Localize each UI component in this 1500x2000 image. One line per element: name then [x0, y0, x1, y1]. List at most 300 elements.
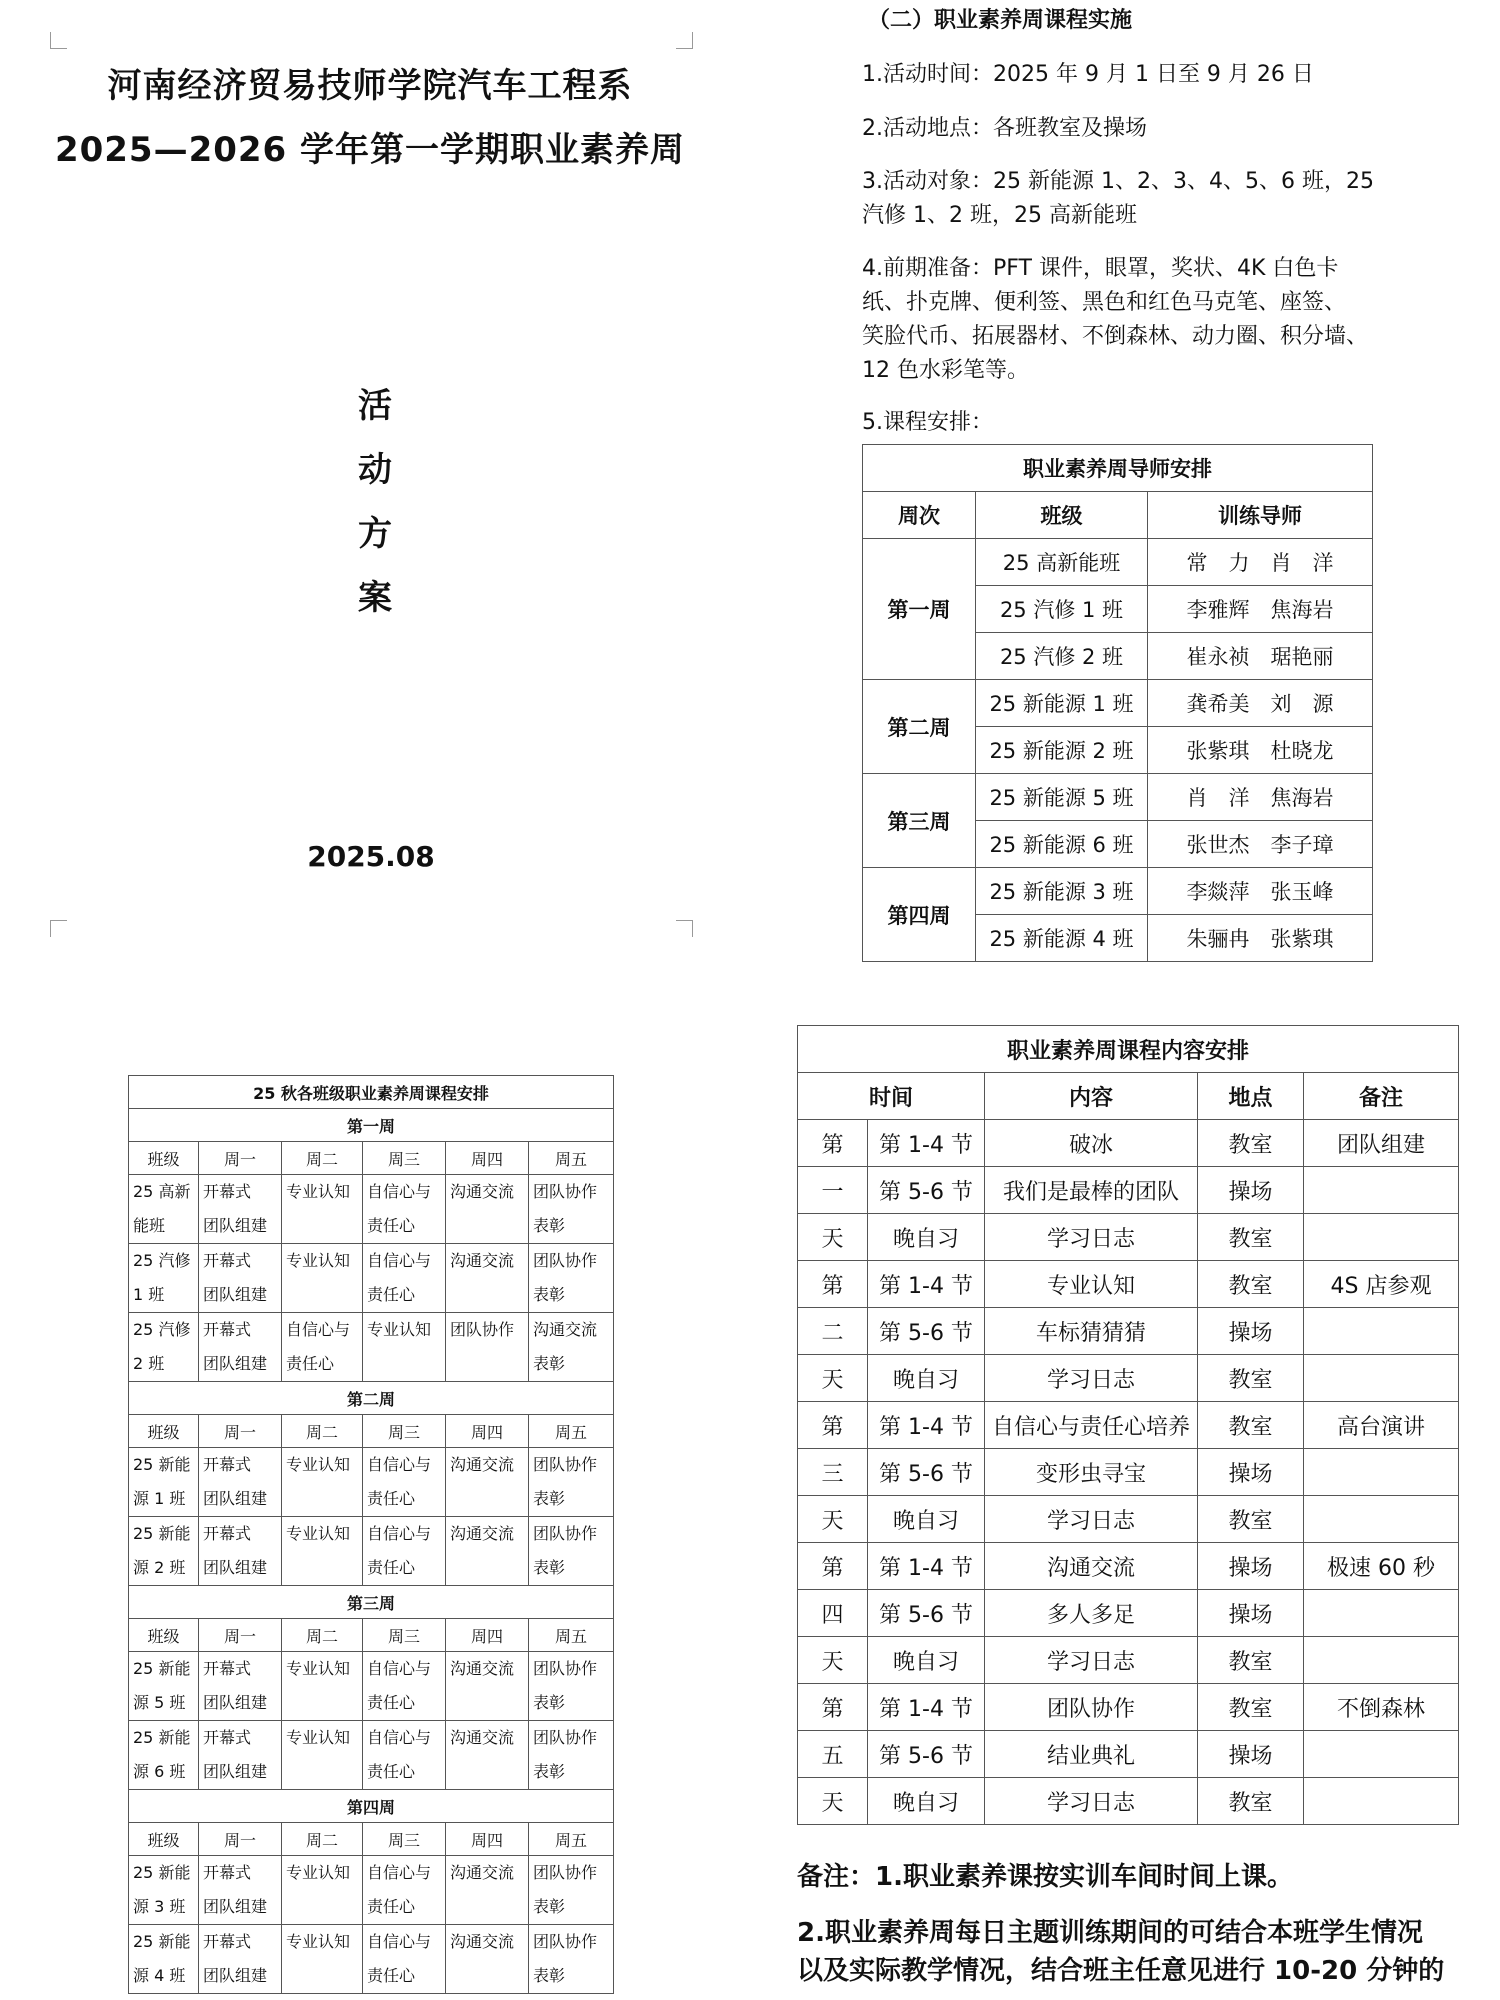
schedule-cell-line: 表彰 [533, 1762, 566, 1781]
schedule-cell-line: 表彰 [533, 1285, 566, 1304]
schedule-cell-line: 沟通交流 [450, 1659, 515, 1678]
schedule-cell-line [450, 1890, 528, 1924]
schedule-cell-line: 开幕式 [203, 1932, 252, 1951]
week-label: 第二周 [129, 1382, 614, 1415]
schedule-cell-line: 团队协作 [533, 1182, 598, 1201]
schedule-header-cell: 周二 [282, 1823, 363, 1856]
schedule-cell-line: 专业认知 [286, 1659, 351, 1678]
schedule-cell-line: 专业认知 [286, 1455, 351, 1474]
section-heading: （二）职业素养周课程实施 [868, 8, 1133, 33]
schedule-cell-line: 沟通交流 [450, 1524, 515, 1543]
schedule-cell [282, 1925, 363, 1994]
class-cell: 25 新能源 6 班 [976, 821, 1148, 868]
schedule-cell-line [450, 1278, 528, 1312]
schedule-cell-line: 专业认知 [286, 1932, 351, 1951]
location-cell: 操场 [1198, 1590, 1304, 1637]
location-cell: 操场 [1198, 1543, 1304, 1590]
schedule-cell-line [450, 1551, 528, 1585]
content-header-content: 内容 [985, 1073, 1198, 1120]
remark-cell: 高台演讲 [1304, 1402, 1459, 1449]
schedule-cell [282, 1244, 363, 1313]
table-row [129, 1313, 614, 1382]
location-cell: 教室 [1198, 1355, 1304, 1402]
table-row [798, 1590, 1459, 1637]
schedule-cell-line: 团队协作 [533, 1524, 598, 1543]
week-label: 第四周 [863, 868, 976, 962]
cover-title-line1: 河南经济贸易技师学院汽车工程系 [107, 66, 633, 106]
schedule-cell [129, 1721, 199, 1790]
schedule-cell-line [286, 1755, 362, 1789]
schedule-header-cell: 班级 [129, 1415, 199, 1448]
schedule-header-cell: 周三 [363, 1415, 446, 1448]
schedule-cell [129, 1517, 199, 1586]
remark-cell [1304, 1731, 1459, 1778]
schedule-heading: 5.课程安排： [862, 410, 993, 435]
schedule-cell-line: 自信心与 [367, 1728, 432, 1747]
remark-cell: 4S 店参观 [1304, 1261, 1459, 1308]
schedule-cell-line: 专业认知 [286, 1251, 351, 1270]
week-label: 第二周 [863, 680, 976, 774]
schedule-header-cell: 周二 [282, 1142, 363, 1175]
schedule-table-caption: 25 秋各班级职业素养周课程安排 [129, 1076, 614, 1109]
remark-cell: 团队组建 [1304, 1120, 1459, 1167]
table-row [798, 1120, 1459, 1167]
schedule-cell [446, 1448, 529, 1517]
mentor-header-class: 班级 [976, 492, 1148, 539]
schedule-cell [529, 1244, 614, 1313]
schedule-cell-line: 25 新能 [133, 1863, 191, 1882]
crop-mark [676, 32, 693, 49]
schedule-cell-line [450, 1347, 528, 1381]
day-char: 第 [798, 1402, 868, 1449]
schedule-cell [363, 1175, 446, 1244]
schedule-cell-line: 自信心与 [367, 1182, 432, 1201]
schedule-cell-line: 沟通交流 [533, 1320, 598, 1339]
schedule-cell-line [286, 1482, 362, 1516]
content-cell: 团队协作 [985, 1684, 1198, 1731]
schedule-cell-line: 团队协作 [533, 1728, 598, 1747]
preparation-line3: 笑脸代币、拓展器材、不倒森林、动力圈、积分墙、 [862, 324, 1369, 349]
class-cell: 25 新能源 5 班 [976, 774, 1148, 821]
schedule-cell-line: 自信心与 [367, 1524, 432, 1543]
schedule-cell-line [450, 1686, 528, 1720]
mentor-cell: 崔永祯 琚艳丽 [1148, 633, 1373, 680]
table-row [798, 1731, 1459, 1778]
schedule-cell-line: 25 高新 [133, 1182, 191, 1201]
table-row [129, 1721, 614, 1790]
schedule-cell [529, 1925, 614, 1994]
schedule-cell-line: 25 新能 [133, 1728, 191, 1747]
schedule-cell-line: 源 2 班 [133, 1558, 186, 1577]
schedule-cell-line: 责任心 [367, 1762, 416, 1781]
table-row [863, 868, 1373, 915]
content-cell: 学习日志 [985, 1355, 1198, 1402]
schedule-cell-line: 责任心 [367, 1558, 416, 1577]
schedule-cell-line: 团队协作 [450, 1320, 515, 1339]
location-cell: 操场 [1198, 1731, 1304, 1778]
period-cell: 第 1-4 节 [868, 1684, 985, 1731]
period-cell: 晚自习 [868, 1214, 985, 1261]
schedule-cell [199, 1313, 282, 1382]
period-cell: 第 5-6 节 [868, 1731, 985, 1778]
day-char: 天 [798, 1778, 868, 1825]
day-char: 四 [798, 1590, 868, 1637]
crop-mark [50, 920, 67, 937]
week-label: 第三周 [863, 774, 976, 868]
content-cell: 结业典礼 [985, 1731, 1198, 1778]
schedule-cell [529, 1856, 614, 1925]
schedule-header-cell: 周一 [199, 1415, 282, 1448]
schedule-cell-line: 自信心与 [367, 1932, 432, 1951]
schedule-cell-line: 团队组建 [203, 1489, 268, 1508]
schedule-cell-line: 沟通交流 [450, 1863, 515, 1882]
remark-cell [1304, 1496, 1459, 1543]
period-cell: 第 1-4 节 [868, 1402, 985, 1449]
table-row [863, 774, 1373, 821]
schedule-cell-line: 责任心 [367, 1897, 416, 1916]
schedule-cell-line: 表彰 [533, 1216, 566, 1235]
schedule-cell [529, 1448, 614, 1517]
schedule-cell-line: 沟通交流 [450, 1455, 515, 1474]
class-cell: 25 新能源 4 班 [976, 915, 1148, 962]
schedule-cell [199, 1175, 282, 1244]
day-char: 第 [798, 1684, 868, 1731]
mentor-table-caption: 职业素养周导师安排 [863, 445, 1373, 492]
class-cell: 25 汽修 1 班 [976, 586, 1148, 633]
remark-cell [1304, 1778, 1459, 1825]
table-row [798, 1778, 1459, 1825]
schedule-cell-line: 团队协作 [533, 1863, 598, 1882]
schedule-cell [446, 1517, 529, 1586]
content-cell: 学习日志 [985, 1214, 1198, 1261]
schedule-cell [129, 1244, 199, 1313]
schedule-cell [363, 1856, 446, 1925]
schedule-cell-line: 开幕式 [203, 1455, 252, 1474]
schedule-cell-line: 沟通交流 [450, 1251, 515, 1270]
schedule-cell-line: 责任心 [367, 1216, 416, 1235]
content-header-time: 时间 [798, 1073, 985, 1120]
schedule-cell-line: 沟通交流 [450, 1728, 515, 1747]
week-label: 第四周 [129, 1790, 614, 1823]
schedule-cell [363, 1925, 446, 1994]
period-cell: 第 1-4 节 [868, 1120, 985, 1167]
table-row [129, 1448, 614, 1517]
schedule-cell-line: 自信心与 [367, 1659, 432, 1678]
class-cell: 25 高新能班 [976, 539, 1148, 586]
schedule-cell [446, 1856, 529, 1925]
period-cell: 第 5-6 节 [868, 1308, 985, 1355]
schedule-header-cell: 周四 [446, 1619, 529, 1652]
cover-vertical-char: 活 [358, 386, 392, 426]
schedule-cell-line: 责任心 [367, 1966, 416, 1985]
remark-cell [1304, 1308, 1459, 1355]
table-row [863, 539, 1373, 586]
schedule-cell-line [286, 1278, 362, 1312]
schedule-cell-line: 团队组建 [203, 1216, 268, 1235]
schedule-header-cell: 班级 [129, 1619, 199, 1652]
schedule-cell [529, 1721, 614, 1790]
schedule-cell [446, 1175, 529, 1244]
location-cell: 教室 [1198, 1214, 1304, 1261]
schedule-cell-line: 源 4 班 [133, 1966, 186, 1985]
schedule-cell [529, 1652, 614, 1721]
schedule-cell [446, 1652, 529, 1721]
content-header-remark: 备注 [1304, 1073, 1459, 1120]
location-cell: 操场 [1198, 1449, 1304, 1496]
schedule-cell-line [286, 1959, 362, 1993]
schedule-cell [446, 1244, 529, 1313]
mentor-cell: 朱骊冉 张紫琪 [1148, 915, 1373, 962]
note-line3: 以及实际教学情况，结合班主任意见进行 10-20 分钟的 [797, 1956, 1445, 1986]
schedule-header-cell: 周二 [282, 1415, 363, 1448]
schedule-cell-line: 责任心 [367, 1489, 416, 1508]
schedule-cell-line: 开幕式 [203, 1320, 252, 1339]
schedule-header-cell: 周二 [282, 1619, 363, 1652]
table-row [863, 680, 1373, 727]
schedule-cell-line: 2 班 [133, 1354, 165, 1373]
period-cell: 第 1-4 节 [868, 1261, 985, 1308]
mentor-cell: 李燚萍 张玉峰 [1148, 868, 1373, 915]
cover-vertical-char: 方 [358, 514, 392, 554]
period-cell: 晚自习 [868, 1778, 985, 1825]
class-cell: 25 新能源 1 班 [976, 680, 1148, 727]
schedule-cell [446, 1925, 529, 1994]
mentor-cell: 李雅辉 焦海岩 [1148, 586, 1373, 633]
schedule-cell-line: 25 新能 [133, 1659, 191, 1678]
schedule-header-cell: 周五 [529, 1619, 614, 1652]
schedule-cell-line: 开幕式 [203, 1251, 252, 1270]
schedule-cell-line [450, 1209, 528, 1243]
remark-cell [1304, 1167, 1459, 1214]
schedule-cell-line: 沟通交流 [450, 1182, 515, 1201]
content-cell: 车标猜猜猜 [985, 1308, 1198, 1355]
schedule-cell-line [450, 1482, 528, 1516]
activity-location: 2.活动地点：各班教室及操场 [862, 116, 1147, 141]
schedule-cell-line: 开幕式 [203, 1182, 252, 1201]
schedule-cell-line: 自信心与 [367, 1455, 432, 1474]
schedule-cell [282, 1721, 363, 1790]
schedule-header-cell: 周四 [446, 1823, 529, 1856]
schedule-cell-line: 专业认知 [286, 1524, 351, 1543]
schedule-cell-line: 团队协作 [533, 1455, 598, 1474]
table-row [798, 1308, 1459, 1355]
schedule-cell-line: 开幕式 [203, 1728, 252, 1747]
table-row [798, 1214, 1459, 1261]
week-label: 第三周 [129, 1586, 614, 1619]
table-row [798, 1449, 1459, 1496]
schedule-cell-line: 源 6 班 [133, 1762, 186, 1781]
schedule-cell [282, 1856, 363, 1925]
content-cell: 专业认知 [985, 1261, 1198, 1308]
schedule-cell [129, 1448, 199, 1517]
schedule-cell-line [286, 1209, 362, 1243]
schedule-cell [363, 1244, 446, 1313]
content-cell: 自信心与责任心培养 [985, 1402, 1198, 1449]
cover-vertical-char: 案 [358, 578, 392, 618]
location-cell: 教室 [1198, 1778, 1304, 1825]
content-cell: 破冰 [985, 1120, 1198, 1167]
period-cell: 第 5-6 节 [868, 1449, 985, 1496]
schedule-cell [529, 1313, 614, 1382]
location-cell: 教室 [1198, 1120, 1304, 1167]
schedule-header-cell: 周四 [446, 1142, 529, 1175]
table-row [798, 1496, 1459, 1543]
remark-cell [1304, 1355, 1459, 1402]
schedule-cell-line: 25 新能 [133, 1455, 191, 1474]
content-table [797, 1025, 1459, 1825]
preparation-line2: 纸、扑克牌、便利签、黑色和红色马克笔、座签、 [862, 290, 1347, 315]
cover-title-line2: 2025—2026 学年第一学期职业素养周 [54, 130, 686, 170]
schedule-header-cell: 周三 [363, 1823, 446, 1856]
schedule-cell [282, 1448, 363, 1517]
day-char: 天 [798, 1637, 868, 1684]
period-cell: 晚自习 [868, 1496, 985, 1543]
note-line2: 2.职业素养周每日主题训练期间的可结合本班学生情况 [797, 1918, 1423, 1948]
schedule-cell-line: 专业认知 [286, 1182, 351, 1201]
schedule-cell-line: 表彰 [533, 1897, 566, 1916]
schedule-header-cell: 班级 [129, 1823, 199, 1856]
schedule-cell [282, 1175, 363, 1244]
class-cell: 25 汽修 2 班 [976, 633, 1148, 680]
schedule-cell [529, 1517, 614, 1586]
schedule-cell [363, 1448, 446, 1517]
location-cell: 操场 [1198, 1308, 1304, 1355]
period-cell: 第 5-6 节 [868, 1590, 985, 1637]
mentor-cell: 常 力 肖 洋 [1148, 539, 1373, 586]
schedule-cell-line: 团队协作 [533, 1932, 598, 1951]
schedule-cell-line: 自信心与 [286, 1320, 351, 1339]
schedule-cell-line: 源 5 班 [133, 1693, 186, 1712]
day-char: 第 [798, 1261, 868, 1308]
schedule-header-cell: 周三 [363, 1142, 446, 1175]
mentor-cell: 张世杰 李子璋 [1148, 821, 1373, 868]
mentor-cell: 肖 洋 焦海岩 [1148, 774, 1373, 821]
schedule-cell [363, 1313, 446, 1382]
schedule-cell-line [286, 1551, 362, 1585]
location-cell: 操场 [1198, 1167, 1304, 1214]
week-label: 第一周 [863, 539, 976, 680]
day-char: 二 [798, 1308, 868, 1355]
schedule-cell-line: 开幕式 [203, 1863, 252, 1882]
cover-date: 2025.08 [307, 840, 435, 873]
schedule-cell-line: 1 班 [133, 1285, 165, 1304]
schedule-header-cell: 周五 [529, 1823, 614, 1856]
schedule-header-cell: 周五 [529, 1415, 614, 1448]
activity-time: 1.活动时间：2025 年 9 月 1 日至 9 月 26 日 [862, 62, 1314, 87]
schedule-cell-line: 团队组建 [203, 1354, 268, 1373]
preparation-line4: 12 色水彩笔等。 [862, 358, 1029, 383]
content-cell: 多人多足 [985, 1590, 1198, 1637]
activity-target-line1: 3.活动对象：25 新能源 1、2、3、4、5、6 班，25 [862, 169, 1374, 194]
schedule-cell [199, 1517, 282, 1586]
schedule-cell [529, 1175, 614, 1244]
content-cell: 变形虫寻宝 [985, 1449, 1198, 1496]
content-table-caption: 职业素养周课程内容安排 [798, 1026, 1459, 1073]
schedule-cell-line: 表彰 [533, 1966, 566, 1985]
schedule-cell [199, 1244, 282, 1313]
table-row [798, 1402, 1459, 1449]
mentor-header-week: 周次 [863, 492, 976, 539]
day-char: 一 [798, 1167, 868, 1214]
day-char: 五 [798, 1731, 868, 1778]
activity-target-line2: 汽修 1、2 班，25 高新能班 [862, 203, 1137, 228]
table-row [798, 1355, 1459, 1402]
schedule-header-cell: 班级 [129, 1142, 199, 1175]
crop-mark [50, 32, 67, 49]
note-line1: 备注：1.职业素养课按实训车间时间上课。 [797, 1862, 1293, 1892]
mentor-cell: 张紫琪 杜晓龙 [1148, 727, 1373, 774]
remark-cell: 不倒森林 [1304, 1684, 1459, 1731]
schedule-cell-line: 团队组建 [203, 1285, 268, 1304]
location-cell: 教室 [1198, 1496, 1304, 1543]
schedule-cell-line: 自信心与 [367, 1251, 432, 1270]
schedule-cell-line: 专业认知 [286, 1728, 351, 1747]
class-cell: 25 新能源 3 班 [976, 868, 1148, 915]
schedule-cell-line: 团队组建 [203, 1897, 268, 1916]
schedule-cell-line: 自信心与 [367, 1863, 432, 1882]
day-char: 三 [798, 1449, 868, 1496]
schedule-cell-line: 专业认知 [367, 1320, 432, 1339]
schedule-cell [363, 1652, 446, 1721]
location-cell: 教室 [1198, 1402, 1304, 1449]
schedule-cell-line: 责任心 [286, 1354, 335, 1373]
schedule-header-cell: 周一 [199, 1142, 282, 1175]
schedule-cell [199, 1925, 282, 1994]
period-cell: 晚自习 [868, 1637, 985, 1684]
day-char: 天 [798, 1355, 868, 1402]
schedule-header-cell: 周三 [363, 1619, 446, 1652]
day-char: 第 [798, 1543, 868, 1590]
schedule-cell [129, 1175, 199, 1244]
schedule-cell-line: 25 汽修 [133, 1320, 191, 1339]
period-cell: 第 1-4 节 [868, 1543, 985, 1590]
table-row [129, 1652, 614, 1721]
schedule-cell-line: 团队协作 [533, 1251, 598, 1270]
table-row [129, 1244, 614, 1313]
content-cell: 学习日志 [985, 1637, 1198, 1684]
schedule-header-cell: 周一 [199, 1619, 282, 1652]
week-label: 第一周 [129, 1109, 614, 1142]
schedule-cell-line: 25 新能 [133, 1932, 191, 1951]
mentor-header-mentor: 训练导师 [1148, 492, 1373, 539]
schedule-cell-line: 开幕式 [203, 1524, 252, 1543]
schedule-cell [199, 1448, 282, 1517]
period-cell: 第 5-6 节 [868, 1167, 985, 1214]
schedule-cell-line [450, 1755, 528, 1789]
schedule-cell-line: 责任心 [367, 1693, 416, 1712]
day-char: 天 [798, 1496, 868, 1543]
schedule-cell-line [286, 1890, 362, 1924]
content-cell: 我们是最棒的团队 [985, 1167, 1198, 1214]
schedule-table [128, 1075, 614, 1994]
schedule-cell-line: 表彰 [533, 1354, 566, 1373]
crop-mark [676, 920, 693, 937]
schedule-cell-line [286, 1686, 362, 1720]
schedule-cell-line: 表彰 [533, 1693, 566, 1712]
schedule-cell-line: 源 1 班 [133, 1489, 186, 1508]
class-cell: 25 新能源 2 班 [976, 727, 1148, 774]
remark-cell: 极速 60 秒 [1304, 1543, 1459, 1590]
schedule-header-cell: 周五 [529, 1142, 614, 1175]
schedule-cell-line [367, 1347, 445, 1381]
schedule-cell-line: 责任心 [367, 1285, 416, 1304]
schedule-cell-line: 开幕式 [203, 1659, 252, 1678]
schedule-cell-line: 表彰 [533, 1558, 566, 1577]
cover-vertical-char: 动 [358, 450, 392, 490]
schedule-cell-line: 源 3 班 [133, 1897, 186, 1916]
schedule-cell-line: 沟通交流 [450, 1932, 515, 1951]
schedule-cell [282, 1517, 363, 1586]
